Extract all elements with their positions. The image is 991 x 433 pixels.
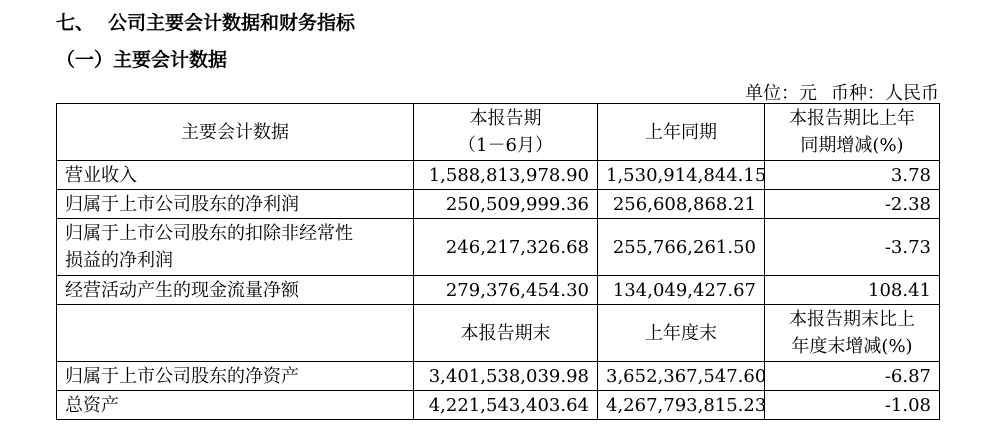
table-row — [57, 391, 940, 420]
header-cell — [765, 305, 940, 362]
current-value: 1,588,813,978.90 — [414, 161, 598, 190]
header-cell — [414, 104, 598, 161]
prior-value: 255,766,261.50 — [598, 219, 765, 276]
header-cell — [57, 305, 414, 362]
current-value: 250,509,999.36 — [414, 190, 598, 219]
prior-value: 1,530,914,844.15 — [598, 161, 765, 190]
section-number: 七、 — [56, 12, 95, 34]
table-header-row — [57, 305, 940, 362]
current-value: 246,217,326.68 — [414, 219, 598, 276]
current-value: 3,401,538,039.98 — [414, 362, 598, 391]
table-row — [57, 190, 940, 219]
current-value: 4,221,543,403.64 — [414, 391, 598, 420]
header-cell — [765, 104, 940, 161]
change-value: 3.78 — [765, 161, 940, 190]
header-line: 同期增减(%) — [800, 135, 904, 156]
row-label: 经营活动产生的现金流量净额 — [57, 276, 414, 305]
table-row — [57, 276, 940, 305]
header-cell: 上年同期 — [598, 104, 765, 161]
prior-value: 3,652,367,547.60 — [598, 362, 765, 391]
row-label: 归属于上市公司股东的净资产 — [57, 362, 414, 391]
table-header-row — [57, 104, 940, 161]
row-label — [57, 219, 414, 276]
header-line: 本报告期比上年 — [789, 108, 915, 129]
header-cell: 上年度末 — [598, 305, 765, 362]
currency-label: 币种：人民币 — [831, 83, 939, 104]
table-row — [57, 161, 940, 190]
unit-line — [745, 79, 939, 105]
subsection-heading: （一）主要会计数据 — [56, 49, 228, 71]
change-value: -2.38 — [765, 190, 940, 219]
header-cell: 主要会计数据 — [57, 104, 414, 161]
header-line: 本报告期末比上 — [789, 309, 915, 330]
unit-label: 单位：元 — [745, 83, 817, 104]
current-value: 279,376,454.30 — [414, 276, 598, 305]
header-cell: 本报告期末 — [414, 305, 598, 362]
change-value: -1.08 — [765, 391, 940, 420]
accounting-data-table — [56, 103, 940, 420]
header-line: （1－6月） — [458, 135, 553, 156]
change-value: -6.87 — [765, 362, 940, 391]
row-label: 营业收入 — [57, 161, 414, 190]
change-value: 108.41 — [765, 276, 940, 305]
row-label-line: 归属于上市公司股东的扣除非经常性 — [65, 223, 353, 244]
row-label: 归属于上市公司股东的净利润 — [57, 190, 414, 219]
change-value: -3.73 — [765, 219, 940, 276]
section-title: 公司主要会计数据和财务指标 — [108, 12, 356, 34]
header-line: 本报告期 — [469, 108, 542, 129]
section-heading — [56, 8, 355, 35]
prior-value: 4,267,793,815.23 — [598, 391, 765, 420]
row-label-line: 损益的净利润 — [65, 250, 173, 271]
header-line: 年度末增减(%) — [791, 336, 913, 357]
row-label: 总资产 — [57, 391, 414, 420]
table-row — [57, 362, 940, 391]
table-row — [57, 219, 940, 276]
prior-value: 134,049,427.67 — [598, 276, 765, 305]
prior-value: 256,608,868.21 — [598, 190, 765, 219]
